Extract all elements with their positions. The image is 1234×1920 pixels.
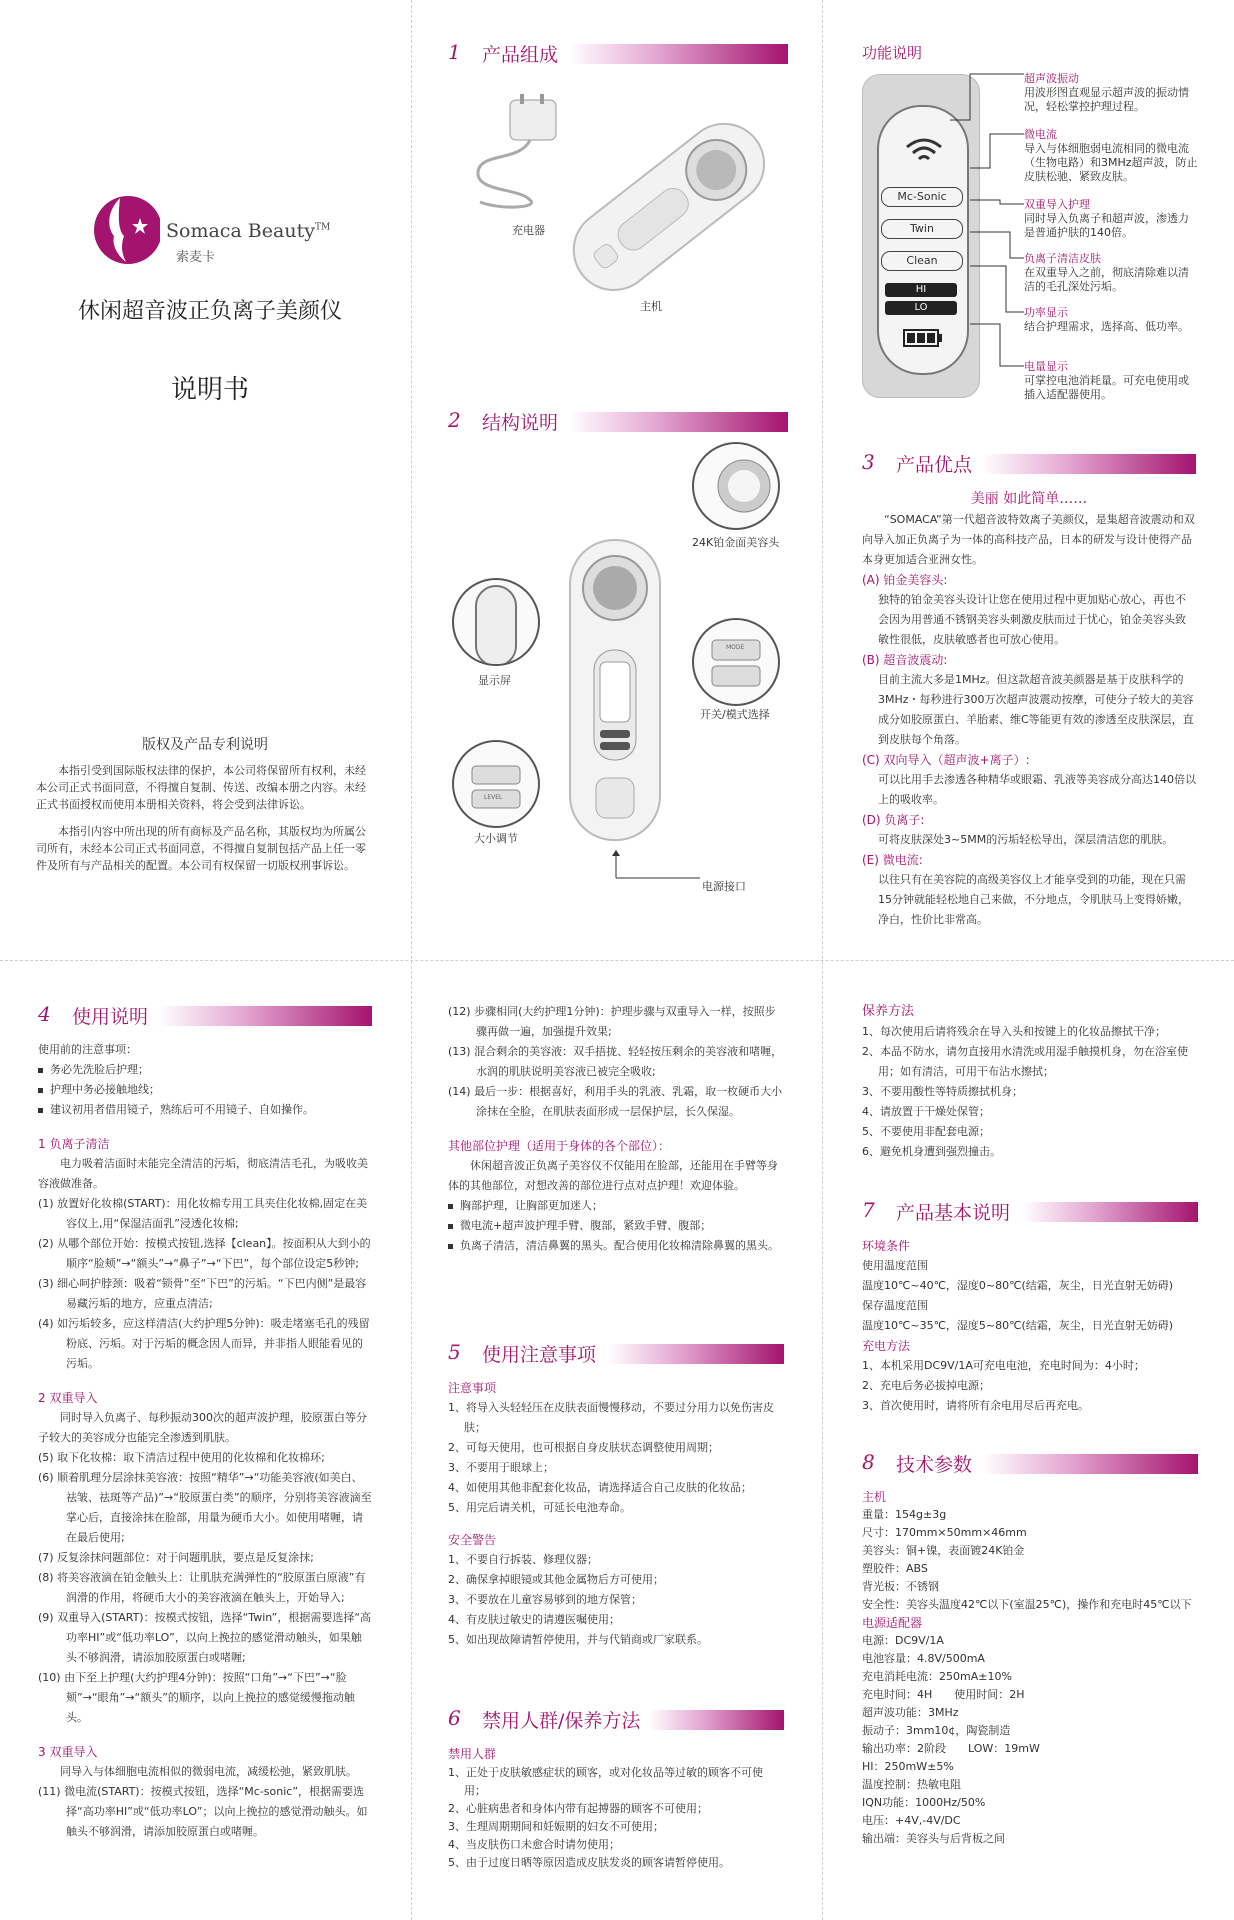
step-item: (2) 从哪个部位开始：按模式按钮,选择【clean】。按面积从大到小的顺序“脸颊”→“额头”→“鼻子”→“下巴”，每个部位设定5秒钟; (38, 1237, 371, 1270)
spec-item: 电池容量：4.8V/500mA (862, 1652, 985, 1665)
spec-item: 电源：DC9V/1A (862, 1634, 944, 1647)
section-num: 1 (448, 40, 461, 64)
title-gradient-bar (568, 412, 788, 432)
twin-button: Twin (881, 219, 963, 239)
advantage-item: (B) 超音波震动: 目前主流大多是1MHz。但这款超音波美颜器是基于皮肤科学的3MHz・每秒进行300万次超声波震动按摩，可使分子较大的美容成分如胶原蛋白、羊胎素、维C等能更有效的渗透至皮肤深层，直到皮肤每个角落。 (862, 653, 1194, 746)
other-intro: 休闲超音波正负离子美容仪不仅能用在脸部，还能用在手臂等身体的其他部位，对想改善的部位进行点对点护理！欢迎体验。 (448, 1159, 778, 1192)
spec-item: 充电时间：4H 使用时间：2H (862, 1688, 1025, 1701)
section-title-3 (862, 450, 1196, 478)
note-item: 4、如使用其他非配套化妆品，请选择适合自己皮肤的化妆品； (448, 1481, 752, 1494)
adapter-spec-title: 电源适配器 (862, 1616, 923, 1630)
spec-item: 背光板：不锈钢 (862, 1580, 939, 1593)
env-item: 温度10℃~40℃，湿度0~80℃(结霜，灰尘，日光直射无妨碍) (862, 1279, 1174, 1292)
advantages-intro: “SOMACA”第一代超音波特效离子美颜仪，是集超音波震动和双向导入加正负离子为一体的高科技产品，日本的研发与设计使得产品本身更加适合亚洲女性。 (862, 513, 1195, 566)
group-title: 1 负离子清洁 (38, 1137, 110, 1151)
section-composition (448, 40, 788, 78)
prohibited-item: 1、正处于皮肤敏感症状的顾客，或对化妆品等过敏的顾客不可使用； (448, 1766, 763, 1797)
step-item: (10) 由下至上护理(大约护理4分钟)：按照“口角”→“下巴”→“脸颊”→“眼角”→“额头”的顺序，以向上挽拉的感觉缓慢拖动触头。 (38, 1671, 355, 1724)
spec-item: 充电消耗电流：250mA±10% (862, 1670, 1012, 1683)
section-title-text: 产品优点 (896, 454, 973, 476)
section-title-6 (448, 1706, 784, 1734)
copyright-block (36, 734, 374, 874)
section-tech (862, 1450, 1198, 1848)
mode-label: MODE (726, 644, 745, 651)
step-item: (9) 双重导入(START)：按模式按钮，选择“Twin”，根据需要选择“高功率HI”或“低功率LO”，以向上挽拉的感觉滑动触头，如果触头不够润滑，请添加胶原蛋白或啫喱; (38, 1611, 372, 1664)
copyright-title: 版权及产品专利说明 (142, 737, 268, 753)
copyright-p1: 本指引受到国际版权法律的保护，本公司将保留所有权利，未经本公司正式书面同意，不得擅自复制、传送、改编本册之内容。未经正式书面授权而使用本册相关资料，将会受到法律诉讼。 (36, 764, 366, 811)
function-title: 功能说明 (862, 44, 923, 62)
device-image (540, 100, 790, 320)
note-item: 3、不要用于眼球上； (448, 1461, 554, 1474)
advantage-item: (D) 负离子: 可将皮肤深处3~5MM的污垢轻松导出，深层清洁您的肌肤。 (862, 813, 1174, 846)
section-title-text: 禁用人群/保养方法 (482, 1710, 641, 1732)
battery-icon (903, 329, 943, 347)
section-title-text: 使用说明 (72, 1006, 149, 1028)
callout-microcurrent: 微电流 导入与体细胞弱电流相同的微电流（生物电路）和3MHz超声波，防止皮肤松驰、紧致皮肤。 (1024, 128, 1198, 183)
step-item: (12) 步骤相同(大约护理1分钟)：护理步骤与双重导入一样，按照步骤再做一遍，加强提升效果; (448, 1005, 776, 1038)
display-callout (452, 578, 540, 666)
section-title-2 (448, 408, 788, 436)
section-num: 5 (448, 1340, 461, 1364)
note-item: 2、可每天使用，也可根据自身皮肤状态调整使用周期； (448, 1441, 719, 1454)
group-title: 3 双重导入 (38, 1745, 98, 1759)
brand-cn: 索麦卡 (176, 250, 216, 265)
pre-item: 务必先洗脸后护理； (38, 1060, 372, 1080)
title-gradient-bar (982, 454, 1196, 474)
prohibited-item: 2、心脏病患者和身体内带有起搏器的顾客不可使用； (448, 1802, 708, 1815)
pre-title: 使用前的注意事项： (38, 1043, 137, 1056)
note-item: 5、用完后请关机，可延长电池寿命。 (448, 1501, 631, 1514)
section-care (862, 1002, 1198, 1162)
section-title-text: 产品基本说明 (896, 1202, 1011, 1224)
spec-item: 输出端：美容头与后背板之间 (862, 1832, 1005, 1845)
care-item: 2、本品不防水，请勿直接用水清洗或用湿手触摸机身，勿在浴室使用；如有清洁，可用干布沾水擦拭； (862, 1045, 1188, 1078)
product-name: 休闲超音波正负离子美颜仪 (77, 299, 342, 324)
env-item: 温度10℃~35℃，湿度5~80℃(结霜，灰尘，日光直射无妨碍) (862, 1319, 1174, 1332)
callout-ultrasonic: 超声波振动 用波形图直观显示超声波的振动情况，轻松掌控护理过程。 (1024, 72, 1189, 113)
level-label: LEVEL (484, 794, 503, 801)
env-item: 保存温度范围 (862, 1299, 928, 1312)
group-title: 2 双重导入 (38, 1391, 98, 1405)
label-main: 主机 (640, 300, 662, 313)
other-item: 负离子清洁，清洁鼻翼的黑头。配合使用化妆棉清除鼻翼的黑头。 (448, 1236, 784, 1256)
lo-indicator: LO (885, 301, 957, 315)
env-title: 环境条件 (862, 1239, 911, 1253)
prohibited-item: 3、生理周期期间和妊娠期的妇女不可使用； (448, 1820, 664, 1833)
clean-button: Clean (881, 251, 963, 271)
title-gradient-bar (1022, 1202, 1198, 1222)
spec-item: 尺寸：170mm×50mm×46mm (862, 1526, 1027, 1539)
label-charger: 充电器 (512, 224, 545, 237)
device-front-image (560, 530, 670, 860)
charge-title: 充电方法 (862, 1339, 911, 1353)
spec-item: 安全性：美容头温度42℃以下(室温25℃)，操作和充电时45℃以下 (862, 1598, 1192, 1611)
port-arrow (610, 850, 710, 890)
main-spec-title: 主机 (862, 1490, 887, 1504)
charge-item: 2、充电后务必拔掉电源； (862, 1379, 990, 1392)
group-intro: 同导入与体细胞电流相似的微弱电流，减缓松弛，紧致肌肤。 (60, 1765, 357, 1778)
copyright-p2: 本指引内容中所出现的所有商标及产品名称，其版权均为所属公司所有，未经本公司正式书面同意，不得擅自复制包括产品上任一零件及所有与产品相关的配置。本公司有权保留一切版权刑事诉讼。 (36, 825, 366, 872)
section-title-text: 结构说明 (482, 412, 559, 434)
advantages-subtitle: 美丽 如此简单…… (970, 491, 1088, 507)
section-title-text: 技术参数 (896, 1454, 973, 1476)
section-title-1 (448, 40, 788, 68)
section-prohibited (448, 1706, 784, 1872)
warning-subtitle: 安全警告 (448, 1533, 497, 1547)
notes-subtitle: 注意事项 (448, 1381, 497, 1395)
section-basic (862, 1198, 1198, 1416)
step-item: (13) 混合剩余的美容液：双手捂拢、轻轻按压剩余的美容液和啫喱，水润的肌肤说明美容液已被完全吸收; (448, 1045, 783, 1078)
care-item: 1、每次使用后请将残余在导入头和按键上的化妆品擦拭干净； (862, 1025, 1166, 1038)
head-callout (692, 442, 780, 530)
step-item: (1) 放置好化妆棉(START)：用化妆棉专用工具夹住化妆棉,固定在美容仪上,用“保湿洁面乳”浸透化妆棉; (38, 1197, 368, 1230)
charge-item: 1、本机采用DC9V/1A可充电电池，充电时间为：4小时； (862, 1359, 1145, 1372)
section-title-4 (38, 1002, 372, 1030)
title-gradient-bar (158, 1006, 372, 1026)
spec-item: 超声波功能：3MHz (862, 1706, 959, 1719)
section-notes (448, 1340, 784, 1650)
size-callout (452, 740, 540, 828)
section-title-text: 产品组成 (482, 44, 559, 66)
other-item: 微电流+超声波护理手臂、腹部，紧致手臂、腹部； (448, 1216, 784, 1236)
title-gradient-bar (982, 1454, 1198, 1474)
section-title-7 (862, 1198, 1198, 1226)
manual-title: 说明书 (170, 375, 249, 405)
label-head: 24K铂金面美容头 (692, 536, 780, 549)
env-item: 使用温度范围 (862, 1259, 928, 1272)
care-item: 4、请放置于干燥处保管； (862, 1105, 990, 1118)
step-item: (11) 微电流(START)：按模式按钮，选择“Mc-sonic”，根据需要选择“高功率HI”或“低功率LO”；以向上挽拉的感觉滑动触头。如触头不够润滑，请添加胶原蛋白或啫喱。 (38, 1785, 368, 1838)
section-num: 3 (862, 450, 875, 474)
note-item: 1、将导入头轻轻压在皮肤表面慢慢移动，不要过分用力以免伤害皮肤； (448, 1401, 774, 1434)
title-gradient-bar (648, 1710, 784, 1730)
spec-item: 输出功率：2阶段 LOW：19mW (862, 1742, 1040, 1755)
warning-item: 3、不要放在儿童容易够到的地方保管； (448, 1593, 642, 1606)
step-item: (14) 最后一步：根据喜好，利用手头的乳液、乳霜，取一枚硬币大小涂抹在全脸，在肌肤表面形成一层保护层，长久保湿。 (448, 1085, 783, 1118)
spec-item: HI：250mW±5% (862, 1760, 954, 1773)
mc-sonic-button: Mc-Sonic (881, 187, 963, 207)
section-num: 8 (862, 1450, 875, 1474)
callout-clean: 负离子清洁皮肤 在双重导入之前，彻底清除难以清洁的毛孔深处污垢。 (1024, 252, 1189, 293)
group-intro: 同时导入负离子、每秒振动300次的超声波护理，胶原蛋白等分子较大的美容成分也能完全渗透到肌肤。 (38, 1411, 367, 1444)
advantage-item: (C) 双向导入（超声波+离子）: 可以比用手去渗透各种精华或眼霜、乳液等美容成分高达140倍以上的吸收率。 (862, 753, 1196, 806)
prohibited-subtitle: 禁用人群 (448, 1747, 497, 1761)
prohibited-item: 4、当皮肤伤口未愈合时请勿使用； (448, 1838, 620, 1851)
step-item: (6) 顺着肌理分层涂抹美容液：按照“精华”→“功能美容液(如美白、祛皱、祛斑等产品)”→“胶原蛋白类”的顺序，分别将美容液滴至掌心后，直接涂抹在脸部，用量为硬币大小。如使用啫喱，请在最后使用; (38, 1471, 372, 1544)
cover-panel (30, 190, 390, 406)
title-gradient-bar (568, 44, 788, 64)
label-display: 显示屏 (478, 674, 511, 687)
wave-icon (903, 137, 945, 167)
section-title-5 (448, 1340, 784, 1368)
label-port: 电源接口 (702, 880, 746, 893)
advantage-item: (A) 铂金美容头: 独特的铂金美容头设计让您在使用过程中更加贴心放心，再也不会因为用普通不锈钢美容头刺激皮肤而过于忧心，铂金美容头致敏性很低，皮肤敏感者也可放心使用。 (862, 573, 1186, 646)
section-structure (448, 408, 788, 446)
section-num: 7 (862, 1198, 875, 1222)
section-advantages (862, 450, 1196, 930)
section-num: 6 (448, 1706, 461, 1730)
step-item: (4) 如污垢较多，应这样清洁(大约护理5分钟)：吸走堵塞毛孔的残留粉底、污垢。对于污垢的概念因人而异，并非指人眼能看见的污垢。 (38, 1317, 370, 1370)
brand-en: Somaca Beauty (166, 220, 315, 242)
spec-item: 美容头：铜+镍，表面镀24K铂金 (862, 1544, 1025, 1557)
spec-item: IQN功能：1000Hz/50% (862, 1796, 986, 1809)
brand-logo (30, 190, 390, 280)
care-item: 3、不要用酸性等特质擦拭机身； (862, 1085, 1023, 1098)
hi-indicator: HI (885, 283, 957, 297)
spec-item: 温度控制：热敏电阻 (862, 1778, 961, 1791)
brand-tm: TM (314, 222, 331, 233)
warning-item: 2、确保拿掉眼镜或其他金属物后方可使用； (448, 1573, 664, 1586)
pre-item: 护理中务必接触地线； (38, 1080, 372, 1100)
section-num: 2 (448, 408, 461, 432)
title-gradient-bar (608, 1344, 784, 1364)
group-intro: 电力吸着洁面时未能完全清洁的污垢，彻底清洁毛孔，为吸收美容液做准备。 (38, 1157, 368, 1190)
step-item: (5) 取下化妆棉：取下清洁过程中使用的化妆棉和化妆棉环; (38, 1451, 325, 1464)
other-item: 胸部护理，让胸部更加迷人； (448, 1196, 784, 1216)
section-num: 4 (38, 1002, 51, 1026)
care-item: 6、避免机身遭到强烈撞击。 (862, 1145, 1001, 1158)
section-usage (38, 1002, 372, 1842)
other-title: 其他部位护理（适用于身体的各个部位）： (448, 1139, 671, 1153)
spec-item: 塑胶件：ABS (862, 1562, 928, 1575)
warning-item: 1、不要自行拆装、修理仪器； (448, 1553, 598, 1566)
spec-item: 重量：154g±3g (862, 1508, 947, 1521)
label-switch: 开关/模式选择 (700, 708, 770, 721)
logo-icon (90, 190, 160, 270)
warning-item: 5、如出现故障请暂停使用，并与代销商或厂家联系。 (448, 1633, 708, 1646)
fold-line-h (0, 960, 1234, 961)
section-usage-cont (448, 1002, 784, 1256)
section-title-8 (862, 1450, 1198, 1478)
label-size: 大小调节 (474, 832, 518, 845)
section-function (862, 42, 1212, 63)
spec-item: 电压：+4V,-4V/DC (862, 1814, 961, 1827)
callout-lines (950, 70, 1030, 380)
switch-callout (692, 618, 780, 706)
step-item: (8) 将美容液滴在铂金触头上：让肌肤充满弹性的“胶原蛋白原液”有润滑的作用，将硬币大小的美容液滴在触头上，开始导入; (38, 1571, 366, 1604)
prohibited-item: 5、由于过度日晒等原因造成皮肤发炎的顾客请暂停使用。 (448, 1856, 730, 1869)
advantage-item: (E) 微电流: 以往只有在美容院的高级美容仪上才能享受到的功能，现在只需15分钟就能轻松地自己来做，不分地点，令肌肤马上变得娇嫩，净白，性价比非常高。 (862, 853, 1189, 926)
care-title: 保养方法 (862, 1004, 915, 1019)
spec-item: 振动子：3mm10¢，陶瓷制造 (862, 1724, 1011, 1737)
step-item: (7) 反复涂抹问题部位：对于问题肌肤，要点是反复涂抹; (38, 1551, 314, 1564)
section-title-text: 使用注意事项 (482, 1344, 597, 1366)
step-item: (3) 细心呵护脖颈：吸着“锁骨”至“下巴”的污垢。“下巴内侧”是最容易藏污垢的地方，应重点清洁; (38, 1277, 367, 1310)
callout-twin: 双重导入护理 同时导入负离子和超声波，渗透力是普通护肤的140倍。 (1024, 198, 1189, 239)
care-item: 5、不要使用非配套电源； (862, 1125, 990, 1138)
charge-item: 3、首次使用时，请将所有余电用尽后再充电。 (862, 1399, 1089, 1412)
callout-battery: 电量显示 可掌控电池消耗量。可充电使用或插入适配器使用。 (1024, 360, 1189, 401)
pre-item: 建议初用者借用镜子，熟练后可不用镜子、自如操作。 (38, 1100, 372, 1120)
warning-item: 4、有皮肤过敏史的请遵医嘱使用； (448, 1613, 620, 1626)
callout-power: 功率显示 结合护理需求，选择高、低功率。 (1024, 306, 1189, 333)
